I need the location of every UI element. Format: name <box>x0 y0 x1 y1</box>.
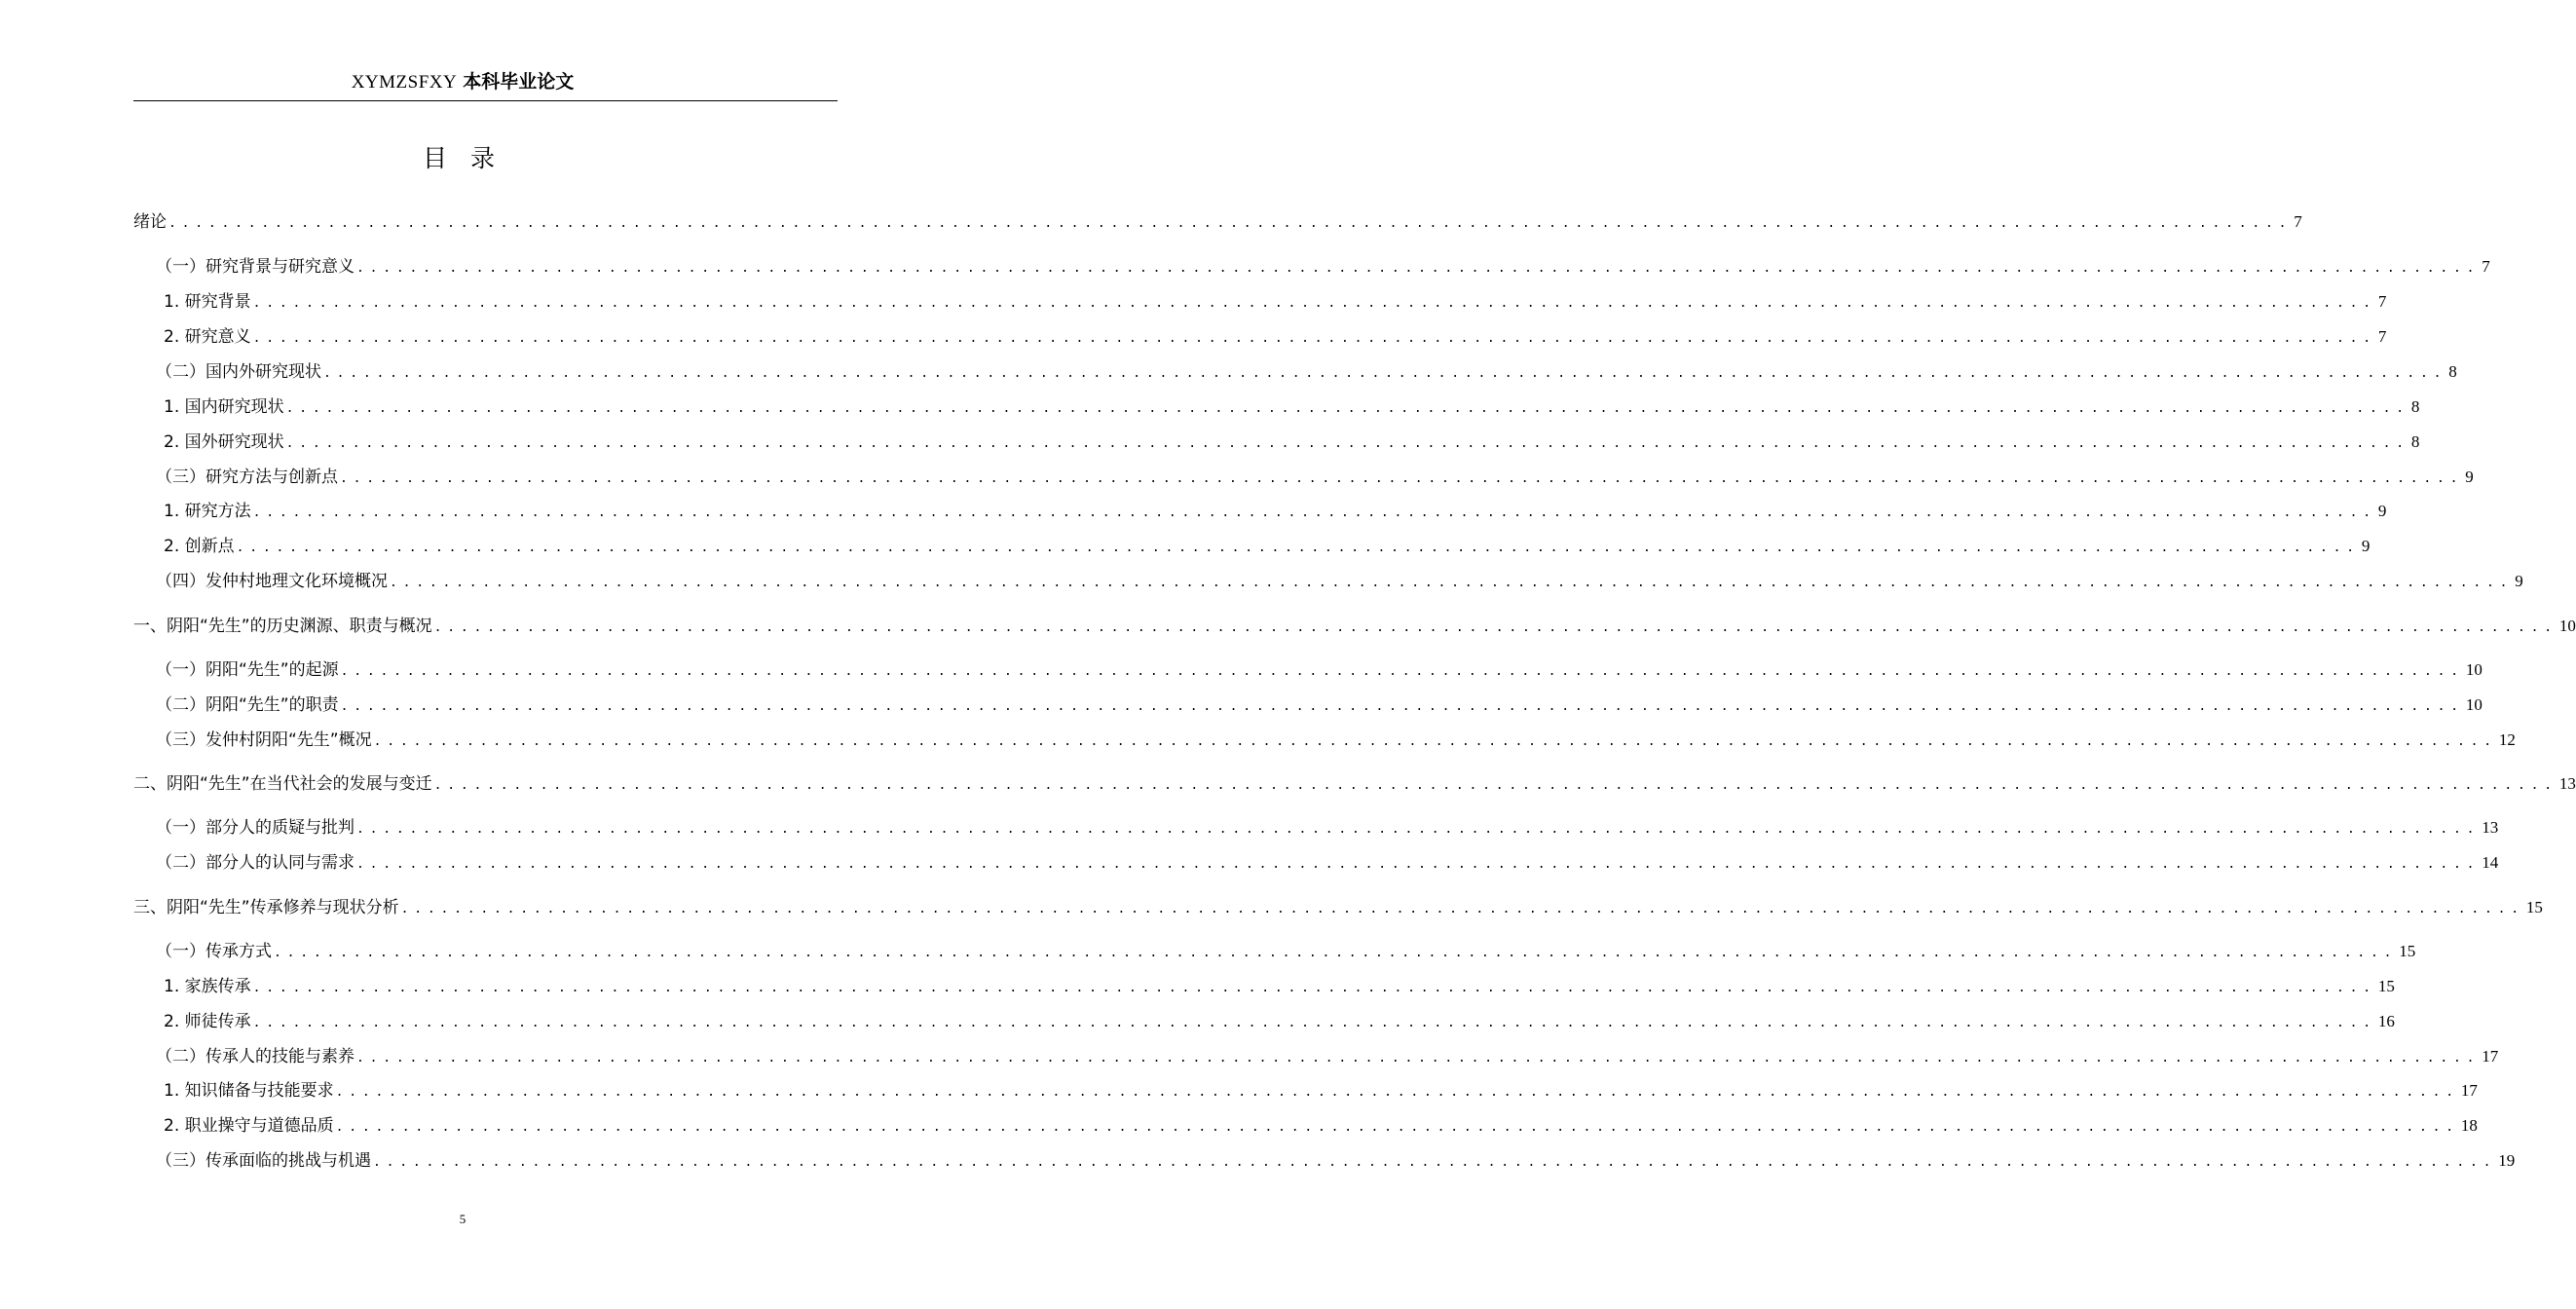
toc-leader-dots: ................................................................................................................................................................ <box>236 541 2360 555</box>
toc-entry[interactable] <box>164 394 2420 420</box>
page-number: 5 <box>459 1212 467 1226</box>
toc-entry-label: （一）阴阳“先生”的起源 <box>156 660 339 680</box>
toc-leader-dots: ................................................................................................................................................................ <box>274 946 2398 960</box>
toc-entry[interactable] <box>133 209 2302 235</box>
toc-entry-page: 8 <box>2410 397 2420 416</box>
toc-entry[interactable] <box>133 614 2576 639</box>
toc-entry-label: 1. 研究背景 <box>164 292 251 312</box>
toc-entry[interactable] <box>133 895 2543 920</box>
toc-leader-dots: ................................................................................................................................................................ <box>252 331 2376 346</box>
toc-entry-page: 10 <box>2558 617 2576 635</box>
toc-leader-dots: ................................................................................................................................................................ <box>323 366 2447 381</box>
toc-entry-page: 19 <box>2498 1151 2516 1170</box>
toc-leader-dots: ................................................................................................................................................................ <box>252 505 2376 520</box>
toc-leader-dots: ................................................................................................................................................................ <box>356 857 2481 872</box>
toc-entry[interactable] <box>164 534 2371 559</box>
toc-entry-label: （一）传承方式 <box>156 942 272 961</box>
toc-leader-dots: ................................................................................................................................................................ <box>340 471 2464 486</box>
toc-entry[interactable] <box>133 771 2576 797</box>
toc-entry[interactable] <box>156 815 2499 841</box>
toc-entry-page: 8 <box>2410 432 2420 451</box>
toc-entry-label: （二）传承人的技能与素养 <box>156 1047 355 1066</box>
toc-entry-label: （四）发仲村地理文化环境概况 <box>156 572 388 591</box>
toc-entry-page: 15 <box>2399 942 2416 960</box>
toc-leader-dots: ................................................................................................................................................................ <box>373 1155 2497 1170</box>
header-text: 本科毕业论文 <box>463 71 575 93</box>
toc-entry-page: 15 <box>2377 977 2395 995</box>
toc-entry-label: 2. 师徒传承 <box>164 1012 251 1031</box>
toc-entry-label: 绪论 <box>133 212 167 232</box>
toc-entry-page: 9 <box>2515 572 2523 590</box>
header-code: XYMZSFXY <box>351 72 458 93</box>
toc-entry-label: 1. 研究方法 <box>164 502 251 521</box>
toc-entry[interactable] <box>164 1078 2478 1103</box>
toc-entry-page: 9 <box>2465 468 2474 486</box>
toc-leader-dots: ................................................................................................................................................................ <box>335 1085 2459 1100</box>
toc-leader-dots: ................................................................................................................................................................ <box>285 401 2409 416</box>
toc-entry-label: 一、阴阳“先生”的历史渊源、职责与概况 <box>133 617 432 636</box>
toc-entry-label: （二）部分人的认同与需求 <box>156 853 355 873</box>
page-title: 目 录 <box>423 144 503 172</box>
toc-entry-page: 13 <box>2558 774 2576 793</box>
toc-entry-page: 8 <box>2448 362 2457 381</box>
toc-entry-page: 7 <box>2482 257 2490 276</box>
toc-entry-page: 7 <box>2377 327 2387 346</box>
toc-entry[interactable] <box>156 692 2483 718</box>
toc-entry-page: 9 <box>2377 502 2387 520</box>
toc-leader-dots: ................................................................................................................................................................ <box>340 664 2464 679</box>
toc-entry-page: 13 <box>2482 818 2499 837</box>
toc-entry-label: （三）传承面临的挑战与机遇 <box>156 1151 371 1171</box>
toc-entry-page: 18 <box>2460 1116 2478 1135</box>
toc-entry[interactable] <box>156 728 2516 753</box>
toc-leader-dots: ................................................................................................................................................................ <box>285 436 2409 451</box>
toc-entry-label: 2. 职业操守与道德品质 <box>164 1116 334 1136</box>
toc-entry[interactable] <box>156 254 2490 280</box>
toc-entry-page: 17 <box>2460 1081 2478 1100</box>
toc-entry[interactable] <box>164 1009 2395 1034</box>
toc-leader-dots: ................................................................................................................................................................ <box>400 902 2524 916</box>
toc-entry-page: 16 <box>2377 1012 2395 1030</box>
toc-entry[interactable] <box>156 1148 2516 1174</box>
toc-leader-dots: ................................................................................................................................................................ <box>252 981 2376 995</box>
toc-entry-page: 7 <box>2377 292 2387 311</box>
toc-entry-page: 10 <box>2465 695 2483 714</box>
toc-entry-page: 12 <box>2498 730 2516 749</box>
toc-entry[interactable] <box>164 1113 2478 1139</box>
toc-leader-dots: ................................................................................................................................................................ <box>433 778 2557 793</box>
toc-entry-page: 10 <box>2465 660 2483 679</box>
toc-entry-label: （三）研究方法与创新点 <box>156 468 338 487</box>
toc-entry[interactable] <box>156 939 2416 964</box>
toc-entry-page: 17 <box>2482 1047 2499 1066</box>
toc-leader-dots: ................................................................................................................................................................ <box>356 261 2481 276</box>
toc-entry[interactable] <box>164 430 2420 455</box>
toc-leader-dots: ................................................................................................................................................................ <box>433 620 2557 635</box>
toc-entry[interactable] <box>156 850 2499 876</box>
toc-entry[interactable] <box>156 657 2483 683</box>
toc-entry-label: 三、阴阳“先生”传承修养与现状分析 <box>133 898 399 917</box>
toc-entry-label: 1. 家族传承 <box>164 977 251 996</box>
toc-entry[interactable] <box>164 324 2387 350</box>
toc-entry-label: （一）部分人的质疑与批判 <box>156 818 355 838</box>
toc-entry-page: 9 <box>2361 537 2371 555</box>
toc-entry-page: 14 <box>2482 853 2499 872</box>
toc-entry-page: 7 <box>2294 212 2302 231</box>
toc-leader-dots: ................................................................................................................................................................ <box>168 216 2293 231</box>
toc-entry-label: （三）发仲村阴阳“先生”概况 <box>156 730 372 750</box>
toc-entry-label: 2. 研究意义 <box>164 327 251 347</box>
toc-entry[interactable] <box>164 289 2387 315</box>
toc-leader-dots: ................................................................................................................................................................ <box>356 1051 2481 1066</box>
toc-entry-page: 15 <box>2525 898 2543 916</box>
toc-entry[interactable] <box>156 569 2523 594</box>
toc-entry-label: 2. 创新点 <box>164 537 235 556</box>
toc-entry[interactable] <box>156 1044 2499 1069</box>
toc-entry[interactable] <box>164 499 2387 524</box>
toc-entry[interactable] <box>164 974 2395 999</box>
toc-leader-dots: ................................................................................................................................................................ <box>340 699 2464 714</box>
toc-leader-dots: ................................................................................................................................................................ <box>252 296 2376 311</box>
toc-entry-label: 2. 国外研究现状 <box>164 432 284 452</box>
toc-leader-dots: ................................................................................................................................................................ <box>390 576 2514 590</box>
toc-leader-dots: ................................................................................................................................................................ <box>356 822 2481 837</box>
toc-entry-label: 二、阴阳“先生”在当代社会的发展与变迁 <box>133 774 432 794</box>
toc-entry-label: （二）国内外研究现状 <box>156 362 321 382</box>
toc-entry-label: （二）阴阳“先生”的职责 <box>156 695 339 715</box>
toc-entry[interactable] <box>156 465 2474 490</box>
toc-entry-label: 1. 知识储备与技能要求 <box>164 1081 334 1101</box>
toc-entry-label: 1. 国内研究现状 <box>164 397 284 417</box>
toc-entry[interactable] <box>156 359 2457 385</box>
toc-entry-label: （一）研究背景与研究意义 <box>156 257 355 277</box>
toc-leader-dots: ................................................................................................................................................................ <box>335 1120 2459 1135</box>
toc-leader-dots: ................................................................................................................................................................ <box>252 1016 2376 1030</box>
toc-leader-dots: ................................................................................................................................................................ <box>373 734 2497 749</box>
